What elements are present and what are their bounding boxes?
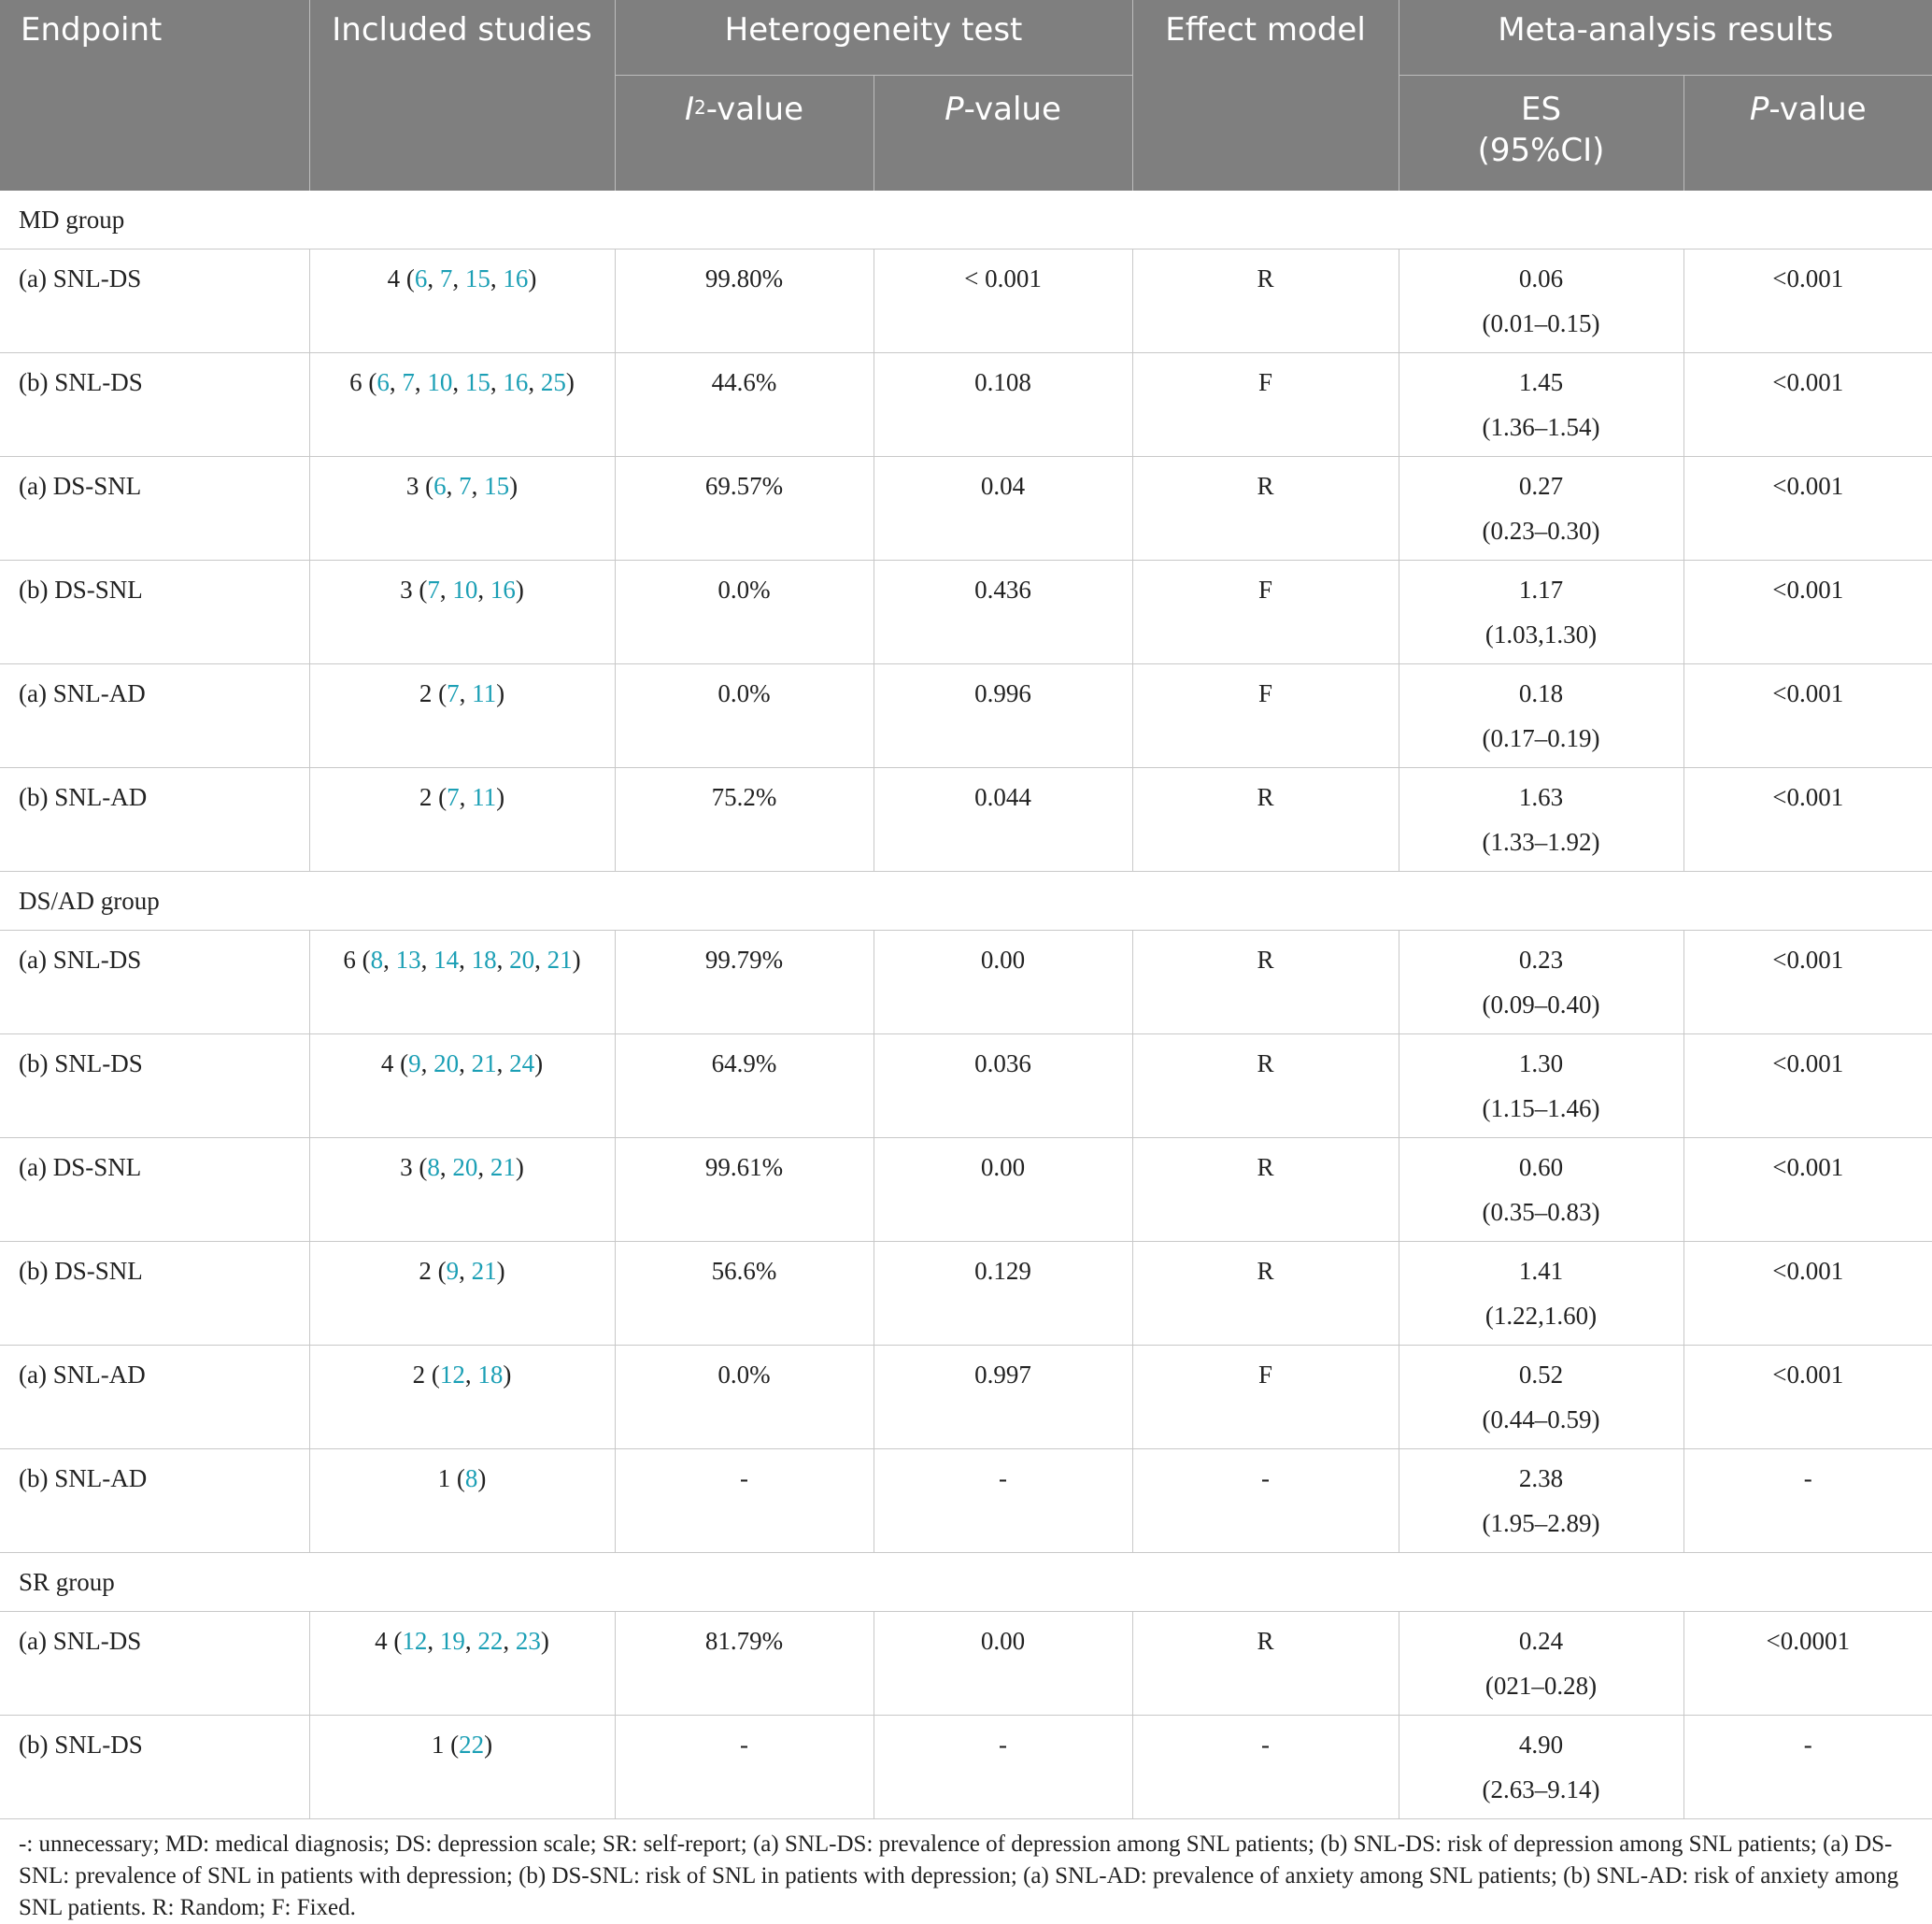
heterogeneity-p-cell	[874, 1346, 1132, 1449]
table-header	[0, 0, 1932, 191]
included-studies-cell	[309, 1449, 615, 1553]
i2-value-cell	[615, 457, 874, 561]
result-p-value: <0.001	[1772, 576, 1844, 604]
confidence-interval: (1.95–2.89)	[1482, 1509, 1600, 1537]
heterogeneity-p-value: 0.04	[980, 472, 1026, 500]
i2-value: -	[740, 1464, 748, 1492]
i2-value: 99.79%	[704, 946, 784, 974]
table-row	[0, 249, 1932, 353]
included-studies-cell	[309, 353, 615, 457]
header-meta-analysis-results: Meta-analysis results	[1399, 0, 1932, 76]
reference-number: 20	[433, 1049, 460, 1077]
endpoint-text: (a) DS-SNL	[19, 472, 142, 500]
effect-model: R	[1257, 1627, 1274, 1655]
result-p-value: <0.001	[1772, 264, 1844, 292]
i2-value: 99.61%	[704, 1153, 784, 1181]
endpoint-text: (a) SNL-AD	[19, 1361, 146, 1389]
effect-model-cell	[1132, 1034, 1399, 1138]
table-row	[0, 1449, 1932, 1553]
reference-number: 15	[484, 472, 510, 500]
endpoint-cell	[0, 664, 309, 768]
heterogeneity-p-cell	[874, 457, 1132, 561]
included-studies-text: 2 (7, 11)	[419, 783, 505, 811]
table-row	[0, 1612, 1932, 1716]
study-count: 2	[419, 783, 433, 811]
endpoint-cell	[0, 1034, 309, 1138]
study-count: 3	[400, 1153, 413, 1181]
effect-model-cell	[1132, 1612, 1399, 1716]
reference-number: 11	[472, 783, 497, 811]
included-studies-cell	[309, 249, 615, 353]
effect-size: 2.38	[1518, 1464, 1564, 1492]
effect-model-cell	[1132, 561, 1399, 664]
heterogeneity-p-value: 0.997	[974, 1361, 1031, 1389]
reference-number: 21	[490, 1153, 516, 1181]
confidence-interval: (0.09–0.40)	[1482, 991, 1600, 1019]
effect-size: 0.27	[1518, 472, 1564, 500]
header-heterogeneity-test: Heterogeneity test	[615, 0, 1132, 76]
study-count: 2	[419, 679, 433, 707]
result-p-cell	[1683, 353, 1932, 457]
heterogeneity-p-cell	[874, 768, 1132, 872]
endpoint-cell	[0, 768, 309, 872]
heterogeneity-p-cell	[874, 1449, 1132, 1553]
included-studies-cell	[309, 1242, 615, 1346]
confidence-interval: (1.22,1.60)	[1485, 1302, 1598, 1330]
table-row	[0, 664, 1932, 768]
study-count: 4	[380, 1049, 394, 1077]
table-row	[0, 457, 1932, 561]
reference-number: 21	[547, 946, 573, 974]
included-studies-text: 6 (6, 7, 10, 15, 16, 25)	[349, 368, 575, 396]
result-p-cell	[1683, 1449, 1932, 1553]
reference-number: 24	[509, 1049, 535, 1077]
effect-model-cell	[1132, 664, 1399, 768]
i2-value: 0.0%	[717, 1361, 771, 1389]
effect-size: 1.41	[1518, 1257, 1564, 1285]
heterogeneity-p-value: 0.108	[974, 368, 1031, 396]
group-label: DS/AD group	[0, 872, 1932, 931]
effect-size: 1.30	[1518, 1049, 1564, 1077]
heterogeneity-p-value: < 0.001	[964, 264, 1042, 292]
effect-model-cell	[1132, 353, 1399, 457]
reference-number: 16	[503, 368, 529, 396]
effect-size-cell	[1399, 561, 1683, 664]
heterogeneity-p-value: 0.00	[980, 946, 1026, 974]
included-studies-cell	[309, 1346, 615, 1449]
header-es-95ci: ES (95%CI)	[1399, 76, 1683, 192]
i2-value: 69.57%	[704, 472, 784, 500]
result-p-cell	[1683, 664, 1932, 768]
study-count: 2	[419, 1257, 432, 1285]
table-row	[0, 1242, 1932, 1346]
i2-value: 81.79%	[704, 1627, 784, 1655]
confidence-interval: (1.33–1.92)	[1482, 828, 1600, 856]
reference-number: 7	[427, 576, 440, 604]
endpoint-text: (b) SNL-DS	[19, 1049, 143, 1077]
group-label: SR group	[0, 1553, 1932, 1612]
reference-number: 6	[414, 264, 428, 292]
i2-value-cell	[615, 1242, 874, 1346]
reference-number: 22	[459, 1731, 485, 1759]
heterogeneity-p-cell	[874, 664, 1132, 768]
endpoint-text: (b) SNL-AD	[19, 783, 148, 811]
effect-size: 0.24	[1518, 1627, 1564, 1655]
included-studies-cell	[309, 561, 615, 664]
effect-size-cell	[1399, 1716, 1683, 1819]
effect-size: 0.23	[1518, 946, 1564, 974]
endpoint-text: (a) SNL-DS	[19, 1627, 142, 1655]
confidence-interval: (1.03,1.30)	[1485, 620, 1598, 648]
reference-number: 15	[464, 368, 490, 396]
result-p-cell	[1683, 1716, 1932, 1819]
included-studies-cell	[309, 931, 615, 1034]
effect-model-cell	[1132, 1138, 1399, 1242]
i2-value-cell	[615, 353, 874, 457]
result-p-value: -	[1803, 1464, 1812, 1492]
reference-number: 23	[515, 1627, 541, 1655]
effect-size: 0.06	[1518, 264, 1564, 292]
heterogeneity-p-cell	[874, 1612, 1132, 1716]
heterogeneity-p-cell	[874, 353, 1132, 457]
i2-value-cell	[615, 1612, 874, 1716]
effect-model-cell	[1132, 1449, 1399, 1553]
heterogeneity-p-value: 0.996	[974, 679, 1031, 707]
result-p-value: <0.001	[1772, 1049, 1844, 1077]
effect-model-cell	[1132, 931, 1399, 1034]
result-p-value: <0.001	[1772, 946, 1844, 974]
result-p-value: <0.001	[1772, 679, 1844, 707]
reference-number: 16	[490, 576, 516, 604]
reference-number: 18	[477, 1361, 504, 1389]
i2-value: 99.80%	[704, 264, 784, 292]
study-count: 1	[437, 1464, 451, 1492]
confidence-interval: (021–0.28)	[1485, 1672, 1598, 1700]
effect-size-cell	[1399, 353, 1683, 457]
header-p-value: P-value	[874, 76, 1132, 192]
included-studies-text: 4 (6, 7, 15, 16)	[387, 264, 537, 292]
i2-value-cell	[615, 1138, 874, 1242]
result-p-cell	[1683, 457, 1932, 561]
reference-number: 16	[503, 264, 529, 292]
header-result-p-value: P-value	[1683, 76, 1932, 192]
endpoint-cell	[0, 353, 309, 457]
i2-value: 75.2%	[711, 783, 777, 811]
endpoint-text: (a) SNL-DS	[19, 946, 142, 974]
heterogeneity-p-cell	[874, 249, 1132, 353]
result-p-cell	[1683, 1034, 1932, 1138]
header-included-studies: Included studies	[309, 0, 615, 191]
result-p-cell	[1683, 1346, 1932, 1449]
effect-model: R	[1257, 1153, 1274, 1181]
result-p-cell	[1683, 561, 1932, 664]
effect-size: 1.17	[1518, 576, 1564, 604]
table-row	[0, 768, 1932, 872]
effect-model: -	[1261, 1464, 1271, 1492]
result-p-value: <0.001	[1772, 1257, 1844, 1285]
endpoint-text: (b) DS-SNL	[19, 576, 143, 604]
endpoint-text: (a) SNL-DS	[19, 264, 142, 292]
study-count: 2	[412, 1361, 426, 1389]
study-count: 3	[405, 472, 419, 500]
reference-number: 9	[408, 1049, 421, 1077]
table-row	[0, 353, 1932, 457]
i2-value-cell	[615, 1346, 874, 1449]
study-count: 6	[343, 946, 356, 974]
confidence-interval: (1.15–1.46)	[1482, 1094, 1600, 1122]
i2-value-cell	[615, 1034, 874, 1138]
i2-value: 0.0%	[717, 679, 771, 707]
result-p-cell	[1683, 1612, 1932, 1716]
included-studies-text: 3 (7, 10, 16)	[400, 576, 524, 604]
result-p-value: <0.001	[1772, 368, 1844, 396]
endpoint-text: (b) SNL-DS	[19, 368, 143, 396]
reference-number: 20	[509, 946, 535, 974]
effect-size-cell	[1399, 664, 1683, 768]
effect-size-cell	[1399, 1612, 1683, 1716]
result-p-value: <0.001	[1772, 783, 1844, 811]
included-studies-text: 3 (8, 20, 21)	[400, 1153, 524, 1181]
effect-model: R	[1257, 1049, 1274, 1077]
heterogeneity-p-value: 0.436	[974, 576, 1031, 604]
included-studies-text: 4 (12, 19, 22, 23)	[375, 1627, 549, 1655]
i2-value-cell	[615, 1449, 874, 1553]
reference-number: 14	[433, 946, 460, 974]
i2-value-cell	[615, 249, 874, 353]
reference-number: 7	[439, 264, 453, 292]
heterogeneity-p-cell	[874, 1034, 1132, 1138]
endpoint-text: (b) SNL-DS	[19, 1731, 143, 1759]
included-studies-cell	[309, 1138, 615, 1242]
heterogeneity-p-value: -	[999, 1464, 1007, 1492]
confidence-interval: (0.01–0.15)	[1482, 309, 1600, 337]
confidence-interval: (0.23–0.30)	[1482, 517, 1600, 545]
effect-model-cell	[1132, 457, 1399, 561]
result-p-value: -	[1803, 1731, 1812, 1759]
confidence-interval: (1.36–1.54)	[1482, 413, 1600, 441]
included-studies-text: 1 (8)	[437, 1464, 487, 1492]
header-i2-value: $I^2$-value	[615, 76, 874, 192]
reference-number: 7	[402, 368, 415, 396]
result-p-value: <0.001	[1772, 472, 1844, 500]
included-studies-text: 1 (22)	[431, 1731, 493, 1759]
table-row	[0, 561, 1932, 664]
endpoint-text: (b) SNL-AD	[19, 1464, 148, 1492]
reference-number: 9	[446, 1257, 460, 1285]
included-studies-cell	[309, 1612, 615, 1716]
effect-model-cell	[1132, 1242, 1399, 1346]
endpoint-text: (a) SNL-AD	[19, 679, 146, 707]
included-studies-text: 6 (8, 13, 14, 18, 20, 21)	[343, 946, 581, 974]
effect-model: R	[1257, 264, 1274, 292]
result-p-value: <0.0001	[1766, 1627, 1850, 1655]
i2-value-cell	[615, 561, 874, 664]
included-studies-cell	[309, 1034, 615, 1138]
effect-model: F	[1258, 368, 1273, 396]
reference-number: 18	[471, 946, 497, 974]
included-studies-cell	[309, 457, 615, 561]
table-row	[0, 1346, 1932, 1449]
effect-model-cell	[1132, 1346, 1399, 1449]
reference-number: 20	[452, 1153, 478, 1181]
study-count: 6	[349, 368, 362, 396]
effect-size-cell	[1399, 931, 1683, 1034]
result-p-cell	[1683, 249, 1932, 353]
heterogeneity-p-value: 0.036	[974, 1049, 1031, 1077]
effect-size-cell	[1399, 1346, 1683, 1449]
effect-model: R	[1257, 783, 1274, 811]
endpoint-cell	[0, 457, 309, 561]
reference-number: 7	[459, 472, 472, 500]
included-studies-cell	[309, 768, 615, 872]
i2-value: 0.0%	[717, 576, 771, 604]
included-studies-text: 2 (7, 11)	[419, 679, 505, 707]
reference-number: 11	[472, 679, 497, 707]
reference-number: 7	[447, 783, 460, 811]
reference-number: 10	[427, 368, 453, 396]
heterogeneity-p-cell	[874, 1138, 1132, 1242]
effect-model-cell	[1132, 768, 1399, 872]
effect-model: R	[1257, 1257, 1274, 1285]
effect-size-cell	[1399, 457, 1683, 561]
group-label: MD group	[0, 191, 1932, 249]
table-row	[0, 931, 1932, 1034]
heterogeneity-p-value: 0.129	[974, 1257, 1031, 1285]
heterogeneity-p-value: 0.044	[974, 783, 1031, 811]
reference-number: 15	[464, 264, 490, 292]
effect-model: F	[1258, 679, 1273, 707]
reference-number: 12	[439, 1361, 465, 1389]
effect-size: 0.52	[1518, 1361, 1564, 1389]
reference-number: 8	[464, 1464, 478, 1492]
heterogeneity-p-cell	[874, 561, 1132, 664]
heterogeneity-p-cell	[874, 931, 1132, 1034]
included-studies-text: 2 (12, 18)	[412, 1361, 512, 1389]
table-body	[0, 191, 1932, 1819]
result-p-cell	[1683, 931, 1932, 1034]
effect-size: 1.63	[1518, 783, 1564, 811]
i2-value: 44.6%	[711, 368, 777, 396]
table-row	[0, 1138, 1932, 1242]
included-studies-cell	[309, 664, 615, 768]
effect-size: 0.18	[1518, 679, 1564, 707]
effect-size: 1.45	[1518, 368, 1564, 396]
heterogeneity-p-cell	[874, 1242, 1132, 1346]
effect-model: F	[1258, 576, 1273, 604]
effect-model-cell	[1132, 1716, 1399, 1819]
result-p-value: <0.001	[1772, 1153, 1844, 1181]
i2-value: 64.9%	[711, 1049, 777, 1077]
heterogeneity-p-value: 0.00	[980, 1627, 1026, 1655]
endpoint-cell	[0, 1138, 309, 1242]
i2-value-cell	[615, 1716, 874, 1819]
effect-model: -	[1261, 1731, 1271, 1759]
group-row	[0, 1553, 1932, 1612]
table-row	[0, 1034, 1932, 1138]
reference-number: 22	[477, 1627, 504, 1655]
effect-size-cell	[1399, 768, 1683, 872]
effect-size: 4.90	[1518, 1731, 1564, 1759]
header-endpoint: Endpoint	[0, 0, 309, 191]
study-count: 4	[387, 264, 401, 292]
included-studies-cell	[309, 1716, 615, 1819]
endpoint-cell	[0, 1716, 309, 1819]
heterogeneity-p-cell	[874, 1716, 1132, 1819]
included-studies-text: 2 (9, 21)	[419, 1257, 505, 1285]
endpoint-text: (a) DS-SNL	[19, 1153, 142, 1181]
study-count: 4	[375, 1627, 388, 1655]
included-studies-text: 3 (6, 7, 15)	[405, 472, 519, 500]
reference-number: 19	[439, 1627, 465, 1655]
effect-model-cell	[1132, 249, 1399, 353]
table-row	[0, 1716, 1932, 1819]
i2-value: 56.6%	[711, 1257, 777, 1285]
included-studies-text: 4 (9, 20, 21, 24)	[380, 1049, 544, 1077]
i2-value-cell	[615, 664, 874, 768]
confidence-interval: (0.44–0.59)	[1482, 1405, 1600, 1433]
reference-number: 13	[395, 946, 421, 974]
reference-number: 21	[471, 1257, 497, 1285]
reference-number: 6	[433, 472, 447, 500]
effect-size-cell	[1399, 1449, 1683, 1553]
effect-model: F	[1258, 1361, 1273, 1389]
study-count: 1	[431, 1731, 445, 1759]
study-count: 3	[400, 576, 413, 604]
endpoint-cell	[0, 1242, 309, 1346]
effect-size: 0.60	[1518, 1153, 1564, 1181]
endpoint-cell	[0, 931, 309, 1034]
header-effect-model: Effect model	[1132, 0, 1399, 191]
reference-number: 12	[402, 1627, 428, 1655]
reference-number: 6	[376, 368, 390, 396]
endpoint-cell	[0, 561, 309, 664]
effect-size-cell	[1399, 249, 1683, 353]
i2-value-cell	[615, 931, 874, 1034]
heterogeneity-p-value: -	[999, 1731, 1007, 1759]
confidence-interval: (2.63–9.14)	[1482, 1775, 1600, 1803]
reference-number: 10	[452, 576, 478, 604]
result-p-cell	[1683, 768, 1932, 872]
reference-number: 21	[471, 1049, 497, 1077]
i2-value: -	[740, 1731, 748, 1759]
group-row	[0, 191, 1932, 249]
reference-number: 8	[427, 1153, 440, 1181]
result-p-value: <0.001	[1772, 1361, 1844, 1389]
table-footnote: -: unnecessary; MD: medical diagnosis; DS: depression scale; SR: self-report; (a) SNL-DS: prevalence of depression among SNL patients; (b) SNL-DS: risk of depression among SNL patients; (a) DS-SNL: prevalence of SNL in patients with depression; (b) DS-SNL: risk of SNL in patients with depression; (a) SNL-AD: prevalence of anxiety among SNL patients; (b) SNL-AD: risk of anxiety among SNL patients. R: Random; F: Fixed.	[19, 1831, 1899, 1920]
result-p-cell	[1683, 1138, 1932, 1242]
effect-model: R	[1257, 472, 1274, 500]
confidence-interval: (0.17–0.19)	[1482, 724, 1600, 752]
result-p-cell	[1683, 1242, 1932, 1346]
effect-size-cell	[1399, 1138, 1683, 1242]
heterogeneity-p-value: 0.00	[980, 1153, 1026, 1181]
effect-size-cell	[1399, 1242, 1683, 1346]
endpoint-cell	[0, 249, 309, 353]
reference-number: 7	[447, 679, 460, 707]
group-row	[0, 872, 1932, 931]
i2-value-cell	[615, 768, 874, 872]
endpoint-cell	[0, 1449, 309, 1553]
endpoint-cell	[0, 1612, 309, 1716]
reference-number: 25	[540, 368, 566, 396]
endpoint-cell	[0, 1346, 309, 1449]
effect-model: R	[1257, 946, 1274, 974]
effect-size-cell	[1399, 1034, 1683, 1138]
reference-number: 8	[370, 946, 384, 974]
endpoint-text: (b) DS-SNL	[19, 1257, 143, 1285]
confidence-interval: (0.35–0.83)	[1482, 1198, 1600, 1226]
